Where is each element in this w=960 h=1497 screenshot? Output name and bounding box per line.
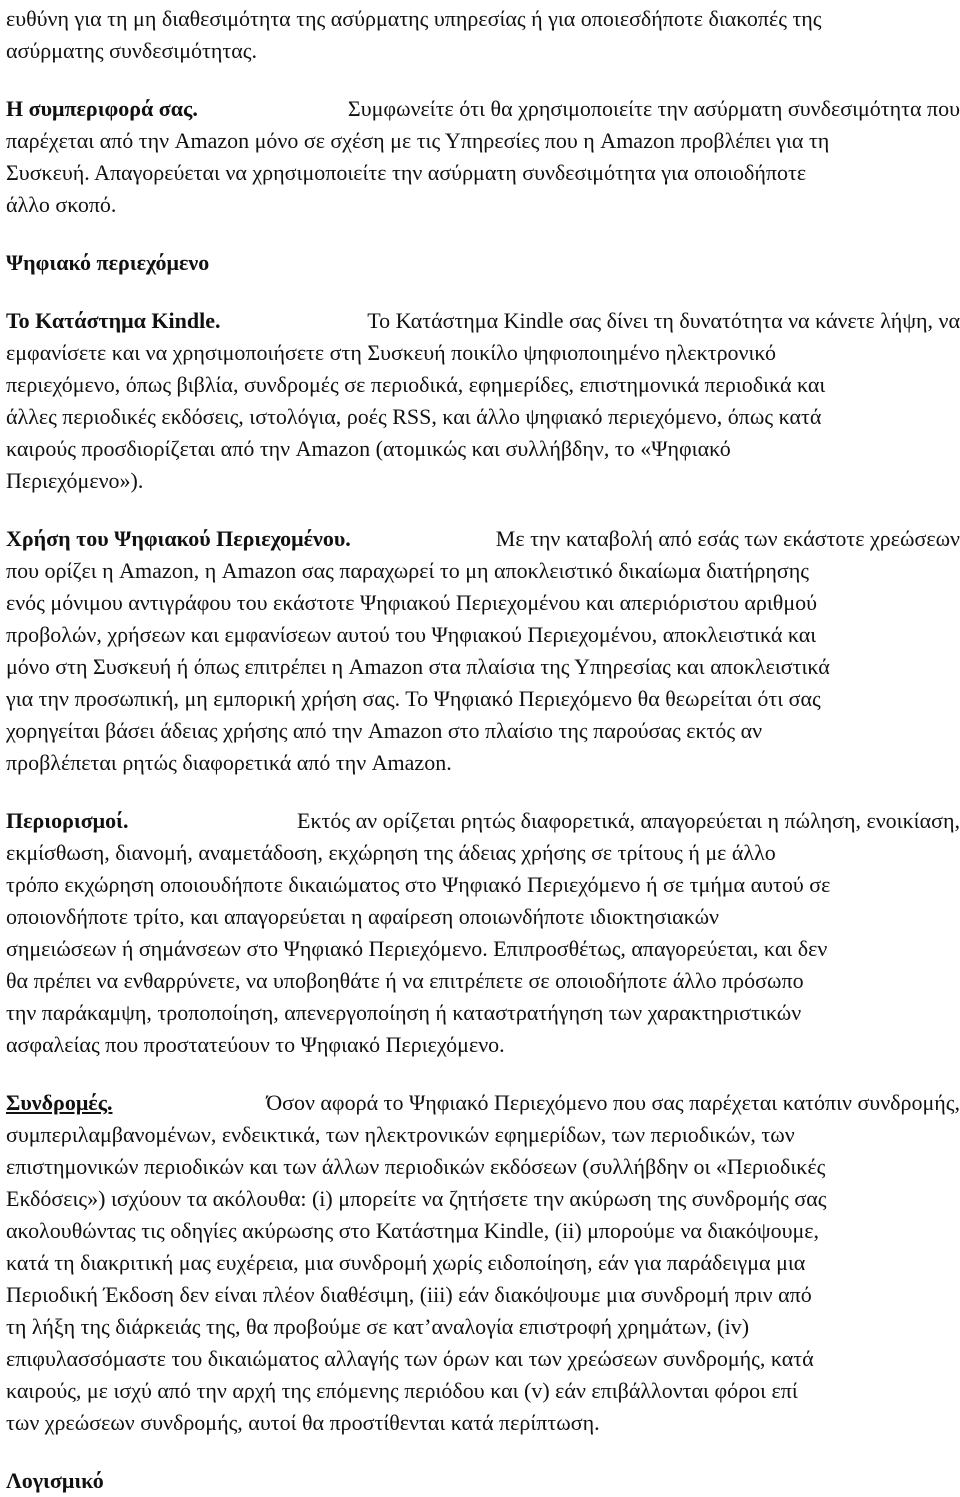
text-line: ευθύνη για τη μη διαθεσιμότητα της ασύρματης υπηρεσίας ή για οποιεσδήποτε διακοπές της bbox=[6, 6, 822, 31]
text-line: Συσκευή. Απαγορεύεται να χρησιμοποιείτε την ασύρματη συνδεσιμότητα για οποιοδήποτε bbox=[6, 160, 807, 185]
text-line: καιρούς προσδιορίζεται από την Amazon (ατομικώς και συλλήβδην, το «Ψηφιακό bbox=[6, 436, 731, 461]
paragraph-conduct bbox=[6, 93, 960, 221]
paragraph-subscriptions bbox=[6, 1087, 960, 1439]
paragraph-restrictions bbox=[6, 805, 960, 1061]
paragraph-title: Η συμπεριφορά σας. bbox=[6, 96, 198, 121]
text-line: καιρούς, με ισχύ από την αρχή της επόμενης περιόδου και (v) εάν επιβάλλονται φόροι επί bbox=[6, 1378, 798, 1403]
text-line: εμφανίσετε και να χρησιμοποιήσετε στη Συσκευή ποικίλο ψηφιοποιημένο ηλεκτρονικό bbox=[6, 340, 777, 365]
section-heading: Λογισμικό bbox=[6, 1468, 104, 1493]
text-line: των χρεώσεων συνδρομής, αυτοί θα προστίθενται κατά περίπτωση. bbox=[6, 1410, 600, 1435]
paragraph-kindle-store bbox=[6, 305, 960, 497]
text-line: συμπεριλαμβανομένων, ενδεικτικά, των ηλεκτρονικών εφημερίδων, των περιοδικών, των bbox=[6, 1122, 795, 1147]
text-line: θα πρέπει να ενθαρρύνετε, να υποβοηθάτε ή να επιτρέπετε σε οποιοδήποτε άλλο πρόσωπο bbox=[6, 968, 804, 993]
text-line: επιστημονικών περιοδικών και των άλλων περιοδικών εκδόσεων (συλλήβδην οι «Περιοδικές bbox=[6, 1154, 826, 1179]
text-line: χορηγείται βάσει άδειας χρήσης από την Amazon στο πλαίσιο της παρούσας εκτός αν bbox=[6, 718, 763, 743]
text-line: Με την καταβολή από εσάς των εκάστοτε χρεώσεων bbox=[495, 526, 960, 551]
document-page bbox=[6, 0, 960, 1497]
text-line: μόνο στη Συσκευή ή όπως επιτρέπει η Amazon στα πλαίσια της Υπηρεσίας και αποκλειστικά bbox=[6, 654, 830, 679]
text-line: ενός μόνιμου αντιγράφου του εκάστοτε Ψηφιακού Περιεχομένου και απεριόριστου αριθμού bbox=[6, 590, 818, 615]
text-line: Περιεχόμενο»). bbox=[6, 468, 144, 493]
text-line: Εκτός αν ορίζεται ρητώς διαφορετικά, απαγορεύεται η πώληση, ενοικίαση, bbox=[297, 808, 960, 833]
text-line: παρέχεται από την Amazon μόνο σε σχέση με τις Υπηρεσίες που η Amazon προβλέπει για τη bbox=[6, 128, 830, 153]
text-line: άλλες περιοδικές εκδόσεις, ιστολόγια, ροές RSS, και άλλο ψηφιακό περιεχόμενο, όπως κατά bbox=[6, 404, 822, 429]
text-line: σημειώσεων ή σημάνσεων στο Ψηφιακό Περιεχόμενο. Επιπροσθέτως, απαγορεύεται, και δεν bbox=[6, 936, 828, 961]
text-line: Εκδόσεις») ισχύουν τα ακόλουθα: (i) μπορείτε να ζητήσετε την ακύρωση της συνδρομής σας bbox=[6, 1186, 827, 1211]
text-line: εκμίσθωση, διανομή, αναμετάδοση, εκχώρηση της άδειας χρήσης σε τρίτους ή με άλλο bbox=[6, 840, 776, 865]
text-line: περιεχόμενο, όπως βιβλία, συνδρομές σε περιοδικά, εφημερίδες, επιστημονικά περιοδικά και bbox=[6, 372, 826, 397]
text-line: την παράκαμψη, τροποποίηση, απενεργοποίηση ή καταστρατήγηση των χαρακτηριστικών bbox=[6, 1000, 802, 1025]
text-line: επιφυλασσόμαστε του δικαιώματος αλλαγής των όρων και των χρεώσεων συνδρομής, κατά bbox=[6, 1346, 814, 1371]
section-heading: Ψηφιακό περιεχόμενο bbox=[6, 250, 210, 275]
paragraph-title: Συνδρομές. bbox=[6, 1090, 113, 1115]
text-line: Όσον αφορά το Ψηφιακό Περιεχόμενο που σας παρέχεται κατόπιν συνδρομής, bbox=[266, 1090, 960, 1115]
text-line: προβλέπεται ρητώς διαφορετικά από την Amazon. bbox=[6, 750, 452, 775]
text-line: άλλο σκοπό. bbox=[6, 192, 117, 217]
paragraph-title: Περιορισμοί. bbox=[6, 808, 129, 833]
paragraph-continuation bbox=[6, 3, 960, 67]
text-line: τρόπο εκχώρηση οποιουδήποτε δικαιώματος στο Ψηφιακό Περιεχόμενο ή σε τμήμα αυτού σε bbox=[6, 872, 831, 897]
paragraph-digital-content-use bbox=[6, 523, 960, 779]
text-line: προβολών, χρήσεων και εμφανίσεων αυτού του Ψηφιακού Περιεχομένου, αποκλειστικά και bbox=[6, 622, 817, 647]
text-line: Περιοδική Έκδοση δεν είναι πλέον διαθέσιμη, (iii) εάν διακόψουμε μια συνδρομή πριν από bbox=[6, 1282, 812, 1307]
text-line: ακολουθώντας τις οδηγίες ακύρωσης στο Κατάστημα Kindle, (ii) μπορούμε να διακόψουμε, bbox=[6, 1218, 820, 1243]
text-line: οποιονδήποτε τρίτο, και απαγορεύεται η αφαίρεση οποιωνδήποτε ιδιοκτησιακών bbox=[6, 904, 719, 929]
text-line: τη λήξη της διάρκειάς της, θα προβούμε σε κατ’αναλογία επιστροφή χρημάτων, (iv) bbox=[6, 1314, 750, 1339]
paragraph-title: Χρήση του Ψηφιακού Περιεχομένου. bbox=[6, 526, 351, 551]
paragraph-title: Το Κατάστημα Kindle. bbox=[6, 308, 221, 333]
text-line: ασφαλείας που προστατεύουν το Ψηφιακό Περιεχόμενο. bbox=[6, 1032, 505, 1057]
text-line: ασύρματης συνδεσιμότητας. bbox=[6, 38, 257, 63]
text-line: για την προσωπική, μη εμπορική χρήση σας. Το Ψηφιακό Περιεχόμενο θα θεωρείται ότι σας bbox=[6, 686, 821, 711]
text-line: κατά τη διακριτική μας ευχέρεια, μια συνδρομή χωρίς ειδοποίηση, εάν για παράδειγμα μια bbox=[6, 1250, 806, 1275]
text-line: Το Κατάστημα Kindle σας δίνει τη δυνατότητα να κάνετε λήψη, να bbox=[367, 308, 960, 333]
text-line: που ορίζει η Amazon, η Amazon σας παραχωρεί το μη αποκλειστικό δικαίωμα διατήρησης bbox=[6, 558, 809, 583]
text-line: Συμφωνείτε ότι θα χρησιμοποιείτε την ασύρματη συνδεσιμότητα που bbox=[347, 96, 960, 121]
